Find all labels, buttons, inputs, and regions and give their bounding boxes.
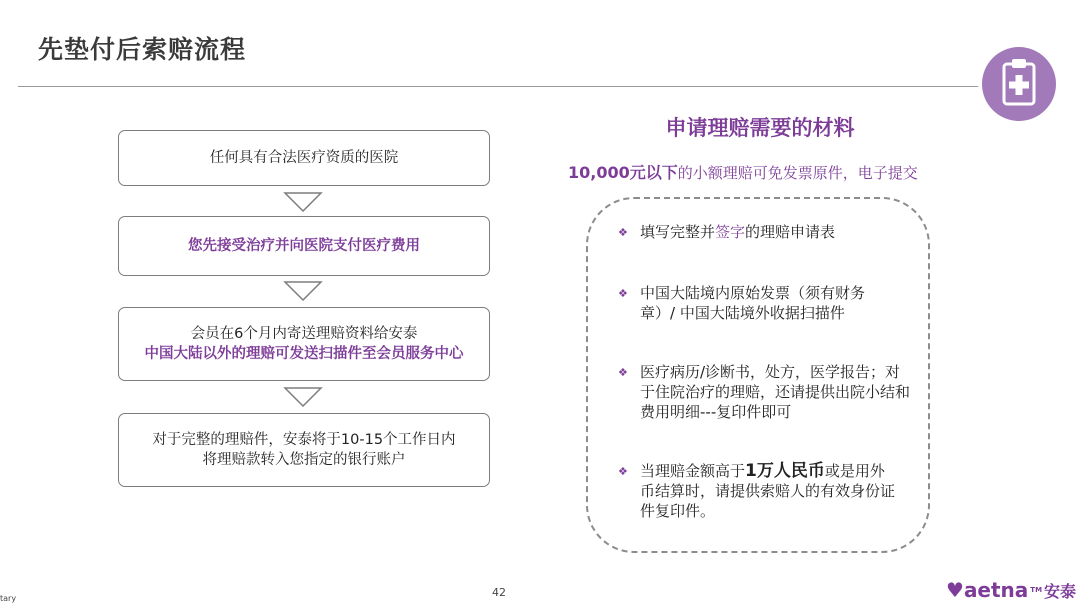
flow-step-hospital-text: 任何具有合法医疗资质的医院: [209, 150, 399, 166]
page-title: 先垫付后索赔流程: [38, 35, 247, 64]
list-item-text: 填写完整并签字的理赔申请表: [640, 223, 836, 241]
flow-step-pay-text: 您先接受治疗并向医院支付医疗费用: [188, 238, 420, 254]
heart-icon: ♥: [946, 578, 964, 602]
footer-label: tary: [0, 594, 17, 603]
materials-note-strong: 10,000元以下: [568, 163, 678, 182]
flow-step-pay: [118, 216, 490, 276]
diamond-bullet-icon: ❖: [618, 465, 628, 478]
flow-step-hospital: [118, 130, 490, 186]
list-item: [618, 222, 918, 243]
clipboard-medical-icon: [977, 42, 1061, 126]
flow-step-submit-line2: 中国大陆以外的理赔可发送扫描件至会员服务中心: [144, 346, 464, 362]
aetna-logo: ♥ aetna TM 安泰: [946, 578, 1077, 602]
materials-note: [568, 160, 918, 183]
page-number: 42: [492, 586, 506, 599]
title-divider: [18, 86, 980, 87]
flow-step-payout-line2: 将理赔款转入您指定的银行账户: [202, 452, 406, 468]
down-arrow-icon: [283, 387, 323, 407]
diamond-bullet-icon: ❖: [618, 287, 628, 300]
down-arrow-icon: [283, 281, 323, 301]
diamond-bullet-icon: ❖: [618, 226, 628, 239]
list-item: [618, 283, 898, 323]
list-item: [618, 362, 914, 422]
flow-step-submit: [118, 307, 490, 381]
flow-step-payout-line1: 对于完整的理赔件，安泰将于10-15个工作日内: [152, 432, 456, 448]
list-item-text: 医疗病历/诊断书，处方，医学报告；对于住院治疗的理赔，还请提供出院小结和费用明细---复印件即可: [640, 363, 911, 421]
flow-step-submit-line1: 会员在6个月内寄送理赔资料给安泰: [190, 326, 418, 342]
materials-heading: 申请理赔需要的材料: [665, 116, 855, 140]
list-item-text: 中国大陆境内原始发票（须有财务章）/ 中国大陆境外收据扫描件: [640, 284, 866, 322]
flow-step-payout: [118, 413, 490, 487]
list-item-text: 当理赔金额高于1万人民币或是用外币结算时，请提供索赔人的有效身份证件复印件。: [640, 461, 896, 520]
brand-cn: 安泰: [1044, 581, 1077, 601]
diamond-bullet-icon: ❖: [618, 366, 628, 379]
brand-en: aetna: [963, 578, 1029, 602]
list-item: [618, 461, 898, 521]
materials-note-rest: 的小额理赔可免发票原件，电子提交: [677, 164, 918, 182]
down-arrow-icon: [283, 192, 323, 212]
